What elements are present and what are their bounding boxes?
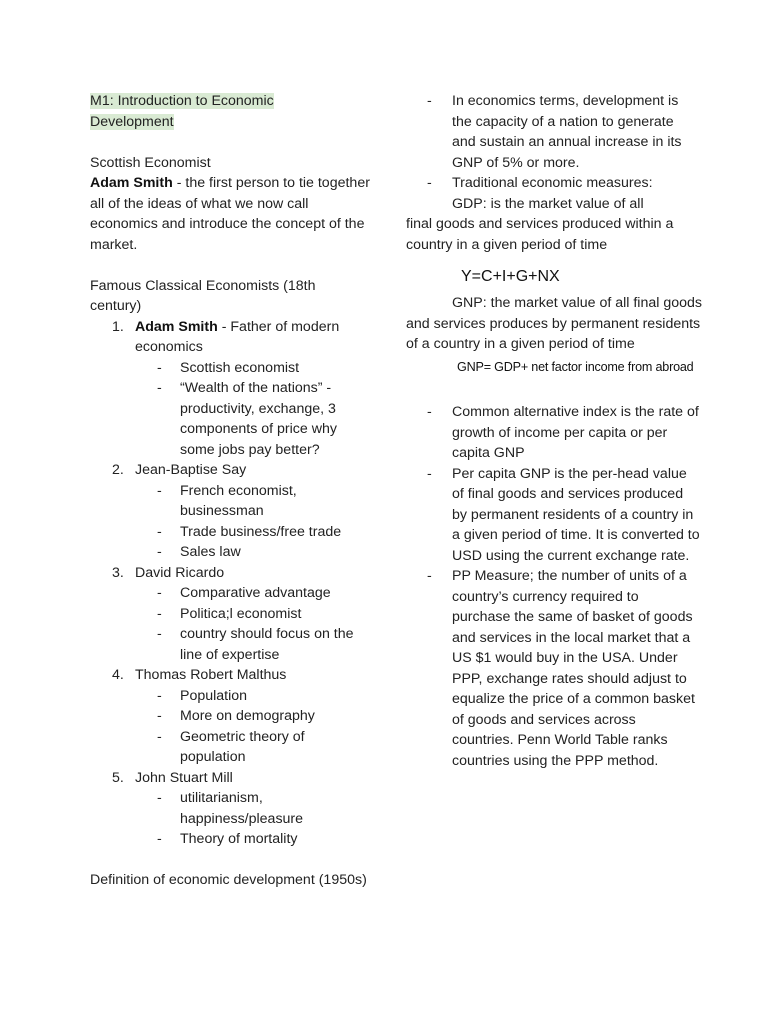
list-item (90, 665, 370, 768)
list-item (90, 460, 370, 563)
document-title (90, 91, 370, 132)
per-capita-gnp: Per capita GNP is the per-head value of final goods and services produced by permanent residents of a country in a given period of time. It is converted to USD using the current exchange rate. (452, 465, 700, 564)
sub-list-item: - Sales law (157, 544, 241, 560)
sub-list-item: - Comparative advantage (157, 585, 331, 601)
sub-list-item: - Politica;l economist (157, 605, 302, 622)
ppp-measure: PP Measure; the number of units of a country’s currency required to purchase the same of basket of goods and services in the local market that a US $1 would buy in the USA. Under PPP, exchange rates should adjust to equalize the price of a common basket of goods and services across countries. Penn World Table ranks countries using the PPP method. (452, 568, 695, 769)
traditional-measures: Traditional economic measures: (452, 175, 653, 191)
economist-name-rest: - Father of modern economics (135, 318, 340, 355)
alternative-index: Common alternative index is the rate of growth of income per capita or per capita GNP (452, 404, 699, 461)
adam-smith-paragraph (90, 173, 370, 255)
sub-list-item: - “Wealth of the nations” - productivity, exchange, 3 components of price why some jobs pay better? (157, 380, 337, 458)
title-line-1: M1: Introduction to Economic (90, 93, 274, 109)
list-item: - Traditional economic measures: (427, 175, 653, 191)
development-definition: In economics terms, development is the capacity of a nation to generate and sustain an annual increase in its GNP of 5% or more. (452, 93, 682, 171)
sub-list-item: - French economist, businessman (157, 482, 297, 519)
right-column (406, 91, 706, 771)
sub-list (135, 358, 370, 461)
list-number: 4. (112, 667, 124, 683)
list-item: - In economics terms, development is the capacity of a nation to generate and sustain an annual increase in its GNP of 5% or more. (427, 93, 682, 171)
list-item (90, 563, 370, 666)
economist-name: Thomas Robert Malthus (135, 667, 287, 683)
list-item (90, 317, 370, 461)
list-item: - Common alternative index is the rate of growth of income per capita or per capita GNP (427, 404, 699, 461)
title-line-2: Development (90, 113, 174, 130)
sub-list (135, 788, 370, 850)
sub-list-item: - Trade business/free trade (157, 523, 342, 540)
sub-list (135, 583, 370, 665)
gdp-formula: Y=C+I+G+NX (461, 268, 560, 285)
sub-list-item: - Theory of mortality (157, 831, 298, 847)
definition-heading: Definition of economic development (1950s) (90, 872, 367, 888)
development-list (406, 91, 706, 194)
adam-smith-bold: Adam Smith (90, 175, 173, 191)
economist-name-bold: Adam Smith (135, 318, 218, 335)
sub-list-item: - utilitarianism, happiness/pleasure (157, 790, 304, 827)
gnp-formula: GNP= GDP+ net factor income from abroad (457, 359, 694, 374)
sub-list-item: - Scottish economist (157, 359, 300, 376)
left-column (90, 91, 370, 891)
sub-list-item: - More on demography (157, 708, 315, 724)
gnp-definition: GNP: the market value of all final goods and services produces by permanent residents of a country in a given period of time (406, 295, 702, 352)
sub-list (135, 481, 370, 563)
economists-list (90, 317, 370, 850)
list-number: 1. (112, 318, 124, 335)
scottish-economist-heading: Scottish Economist (90, 154, 211, 171)
economist-name: David Ricardo (135, 564, 225, 581)
classical-economists-heading: Famous Classical Economists (18th century) (90, 277, 316, 314)
measures-list (406, 402, 706, 771)
list-item (90, 768, 370, 850)
sub-list-item: - Population (157, 687, 248, 704)
sub-list-item: - Geometric theory of population (157, 728, 305, 765)
gdp-line-2: final goods and services produced within a country in a given period of time (406, 216, 674, 253)
list-number: 5. (112, 769, 124, 786)
economist-name: Jean-Baptise Say (135, 462, 247, 478)
list-item: - PP Measure; the number of units of a country’s currency required to purchase the same of basket of goods and services in the local market that a US $1 would buy in the USA. Under PPP, exchange rates should adjust to equalize the price of a common basket of goods and services across countries. Penn World Table ranks countries using the PPP method. (427, 568, 695, 769)
list-item: - Per capita GNP is the per-head value of final goods and services produced by permanent residents of a country in a given period of time. It is converted to USD using the current exchange rate. (427, 465, 700, 564)
adam-smith-description: - the first person to tie together all of the ideas of what we now call economics and introduce the concept of the market. (90, 175, 370, 253)
list-number: 3. (112, 564, 124, 581)
economist-name: John Stuart Mill (135, 769, 233, 786)
gdp-line-1: GDP: is the market value of all (452, 195, 644, 212)
list-number: 2. (112, 462, 124, 478)
sub-list-item: - country should focus on the line of expertise (157, 626, 354, 663)
sub-list (135, 686, 370, 768)
